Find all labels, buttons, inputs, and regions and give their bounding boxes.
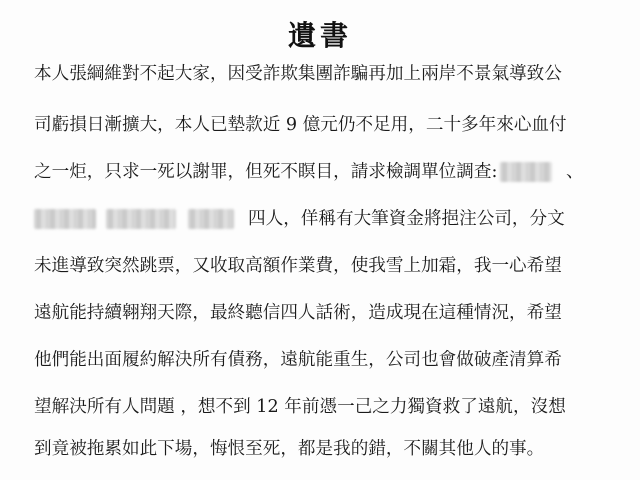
- letter-line-6: 遠航能持續翱翔天際，最終聽信四人話術，造成現在這種情況，希望: [34, 303, 562, 323]
- redacted-name-4: [188, 209, 234, 229]
- letter-line-2: 司虧損日漸擴大，本人已墊款近 9 億元仍不足用，二十多年來心血付: [34, 115, 567, 135]
- letter-line-4: 四人，佯稱有大筆資金將挹注公司，分文: [248, 209, 565, 229]
- redacted-name-1: [500, 162, 552, 182]
- redacted-name-2: [34, 209, 96, 229]
- letter-line-8: 望解決所有人問題 ，想不到 12 年前憑一己之力獨資救了遠航，沒想: [34, 397, 566, 417]
- letter-line-3-separator: 、: [566, 162, 584, 182]
- letter-line-3: 之一炬，只求一死以謝罪，但死不瞑目，請求檢調單位調查:: [34, 162, 498, 182]
- redacted-name-3: [106, 209, 176, 229]
- letter-line-1: 本人張綱維對不起大家，因受詐欺集團詐騙再加上兩岸不景氣導致公: [34, 64, 562, 84]
- letter-line-9: 到竟被拖累如此下場，悔恨至死，都是我的錯，不關其他人的事。: [34, 439, 545, 459]
- letter-line-7: 他們能出面履約解決所有債務，遠航能重生，公司也會做破產清算希: [34, 350, 562, 370]
- letter-line-5: 未進導致突然跳票，又收取高額作業費，使我雪上加霜，我一心希望: [34, 256, 562, 276]
- letter-title: 遺書: [287, 19, 352, 52]
